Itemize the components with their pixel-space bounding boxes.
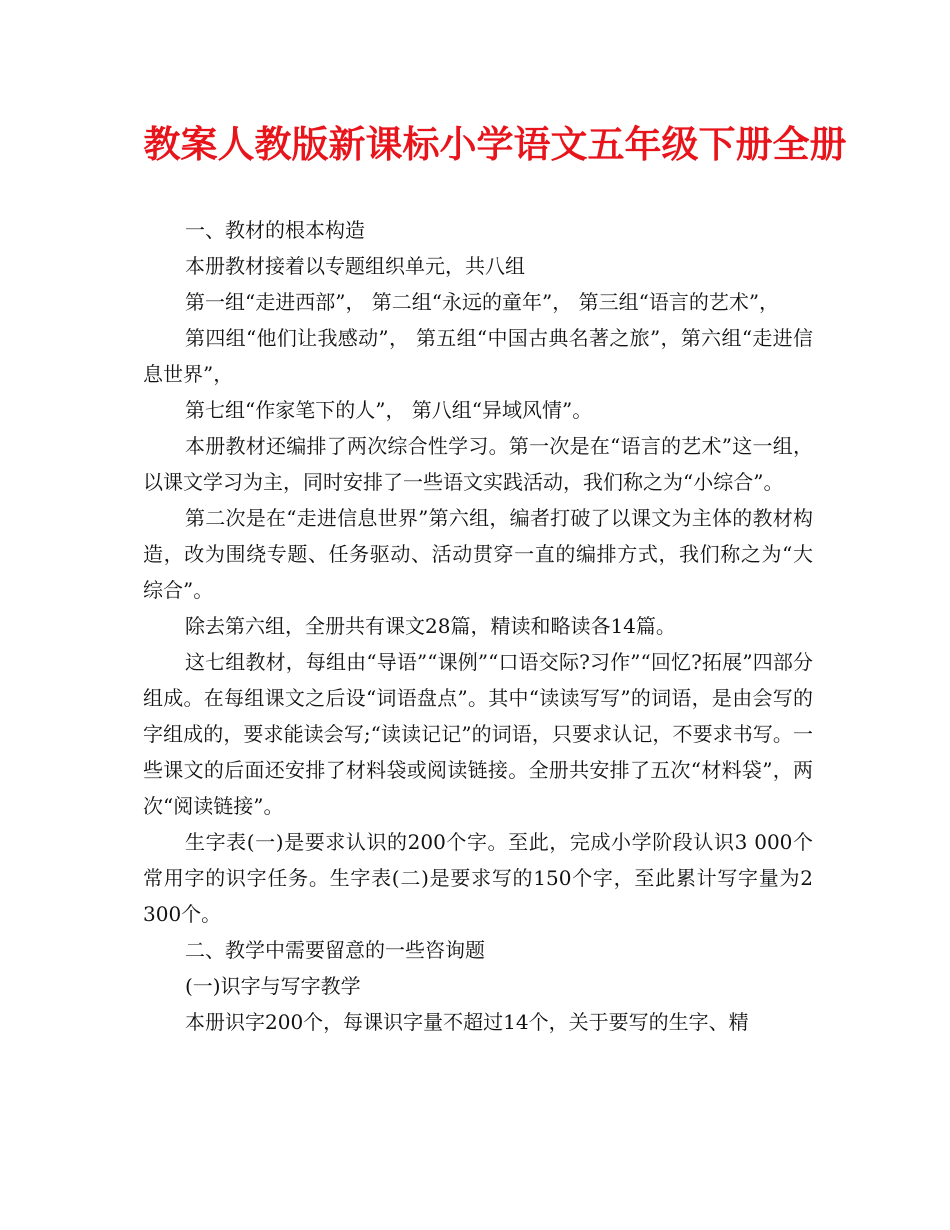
- paragraph: 一、教材的根本构造: [185, 218, 365, 242]
- paragraph: 本册教材还编排了两次综合性学习。第一次是在“语言的艺术”这一组，以课文学习为主，同时安排了一些语文实践活动，我们称之为“小综合”。: [143, 434, 813, 494]
- paragraph: 第四组“他们让我感动”， 第五组“中国古典名著之旅”，第六组“走进信息世界”，: [143, 326, 813, 386]
- paragraph: 这七组教材，每组由“导语”“课例”“口语交际?习作”“回忆?拓展”四部分组成。在每组课文之后设“词语盘点”。其中“读读写写”的词语，是由会写的字组成的，要求能读会写;“读读记记”的词语，只要求认记，不要求书写。一些课文的后面还安排了材料袋或阅读链接。全册共安排了五次“材料袋”，两次“阅读链接”。: [143, 650, 813, 818]
- paragraph: 第一组“走进西部”， 第二组“永远的童年”， 第三组“语言的艺术”，: [185, 290, 780, 314]
- paragraph: 生字表(一)是要求认识的200个字。至此，完成小学阶段认识3 000个常用字的识字任务。生字表(二)是要求写的150个字，至此累计写字量为2 300个。: [143, 830, 813, 926]
- paragraph: 第二次是在“走进信息世界”第六组，编者打破了以课文为主体的教材构造，改为围绕专题、任务驱动、活动贯穿一直的编排方式，我们称之为“大综合”。: [143, 506, 813, 602]
- paragraph: 本册识字200个，每课识字量不超过14个，关于要写的生字、精: [185, 1010, 749, 1034]
- paragraph: 二、教学中需要留意的一些咨询题: [185, 938, 485, 962]
- paragraph: 第七组“作家笔下的人”， 第八组“异域风情”。: [185, 398, 593, 422]
- paragraph: 除去第六组，全册共有课文28篇，精读和略读各14篇。: [185, 614, 676, 638]
- paragraph: (一)识字与写字教学: [185, 974, 361, 998]
- document-body: [143, 212, 813, 1040]
- paragraph: 本册教材接着以专题组织单元，共八组: [185, 254, 525, 278]
- document-title: 教案人教版新课标小学语文五年级下册全册: [143, 123, 847, 166]
